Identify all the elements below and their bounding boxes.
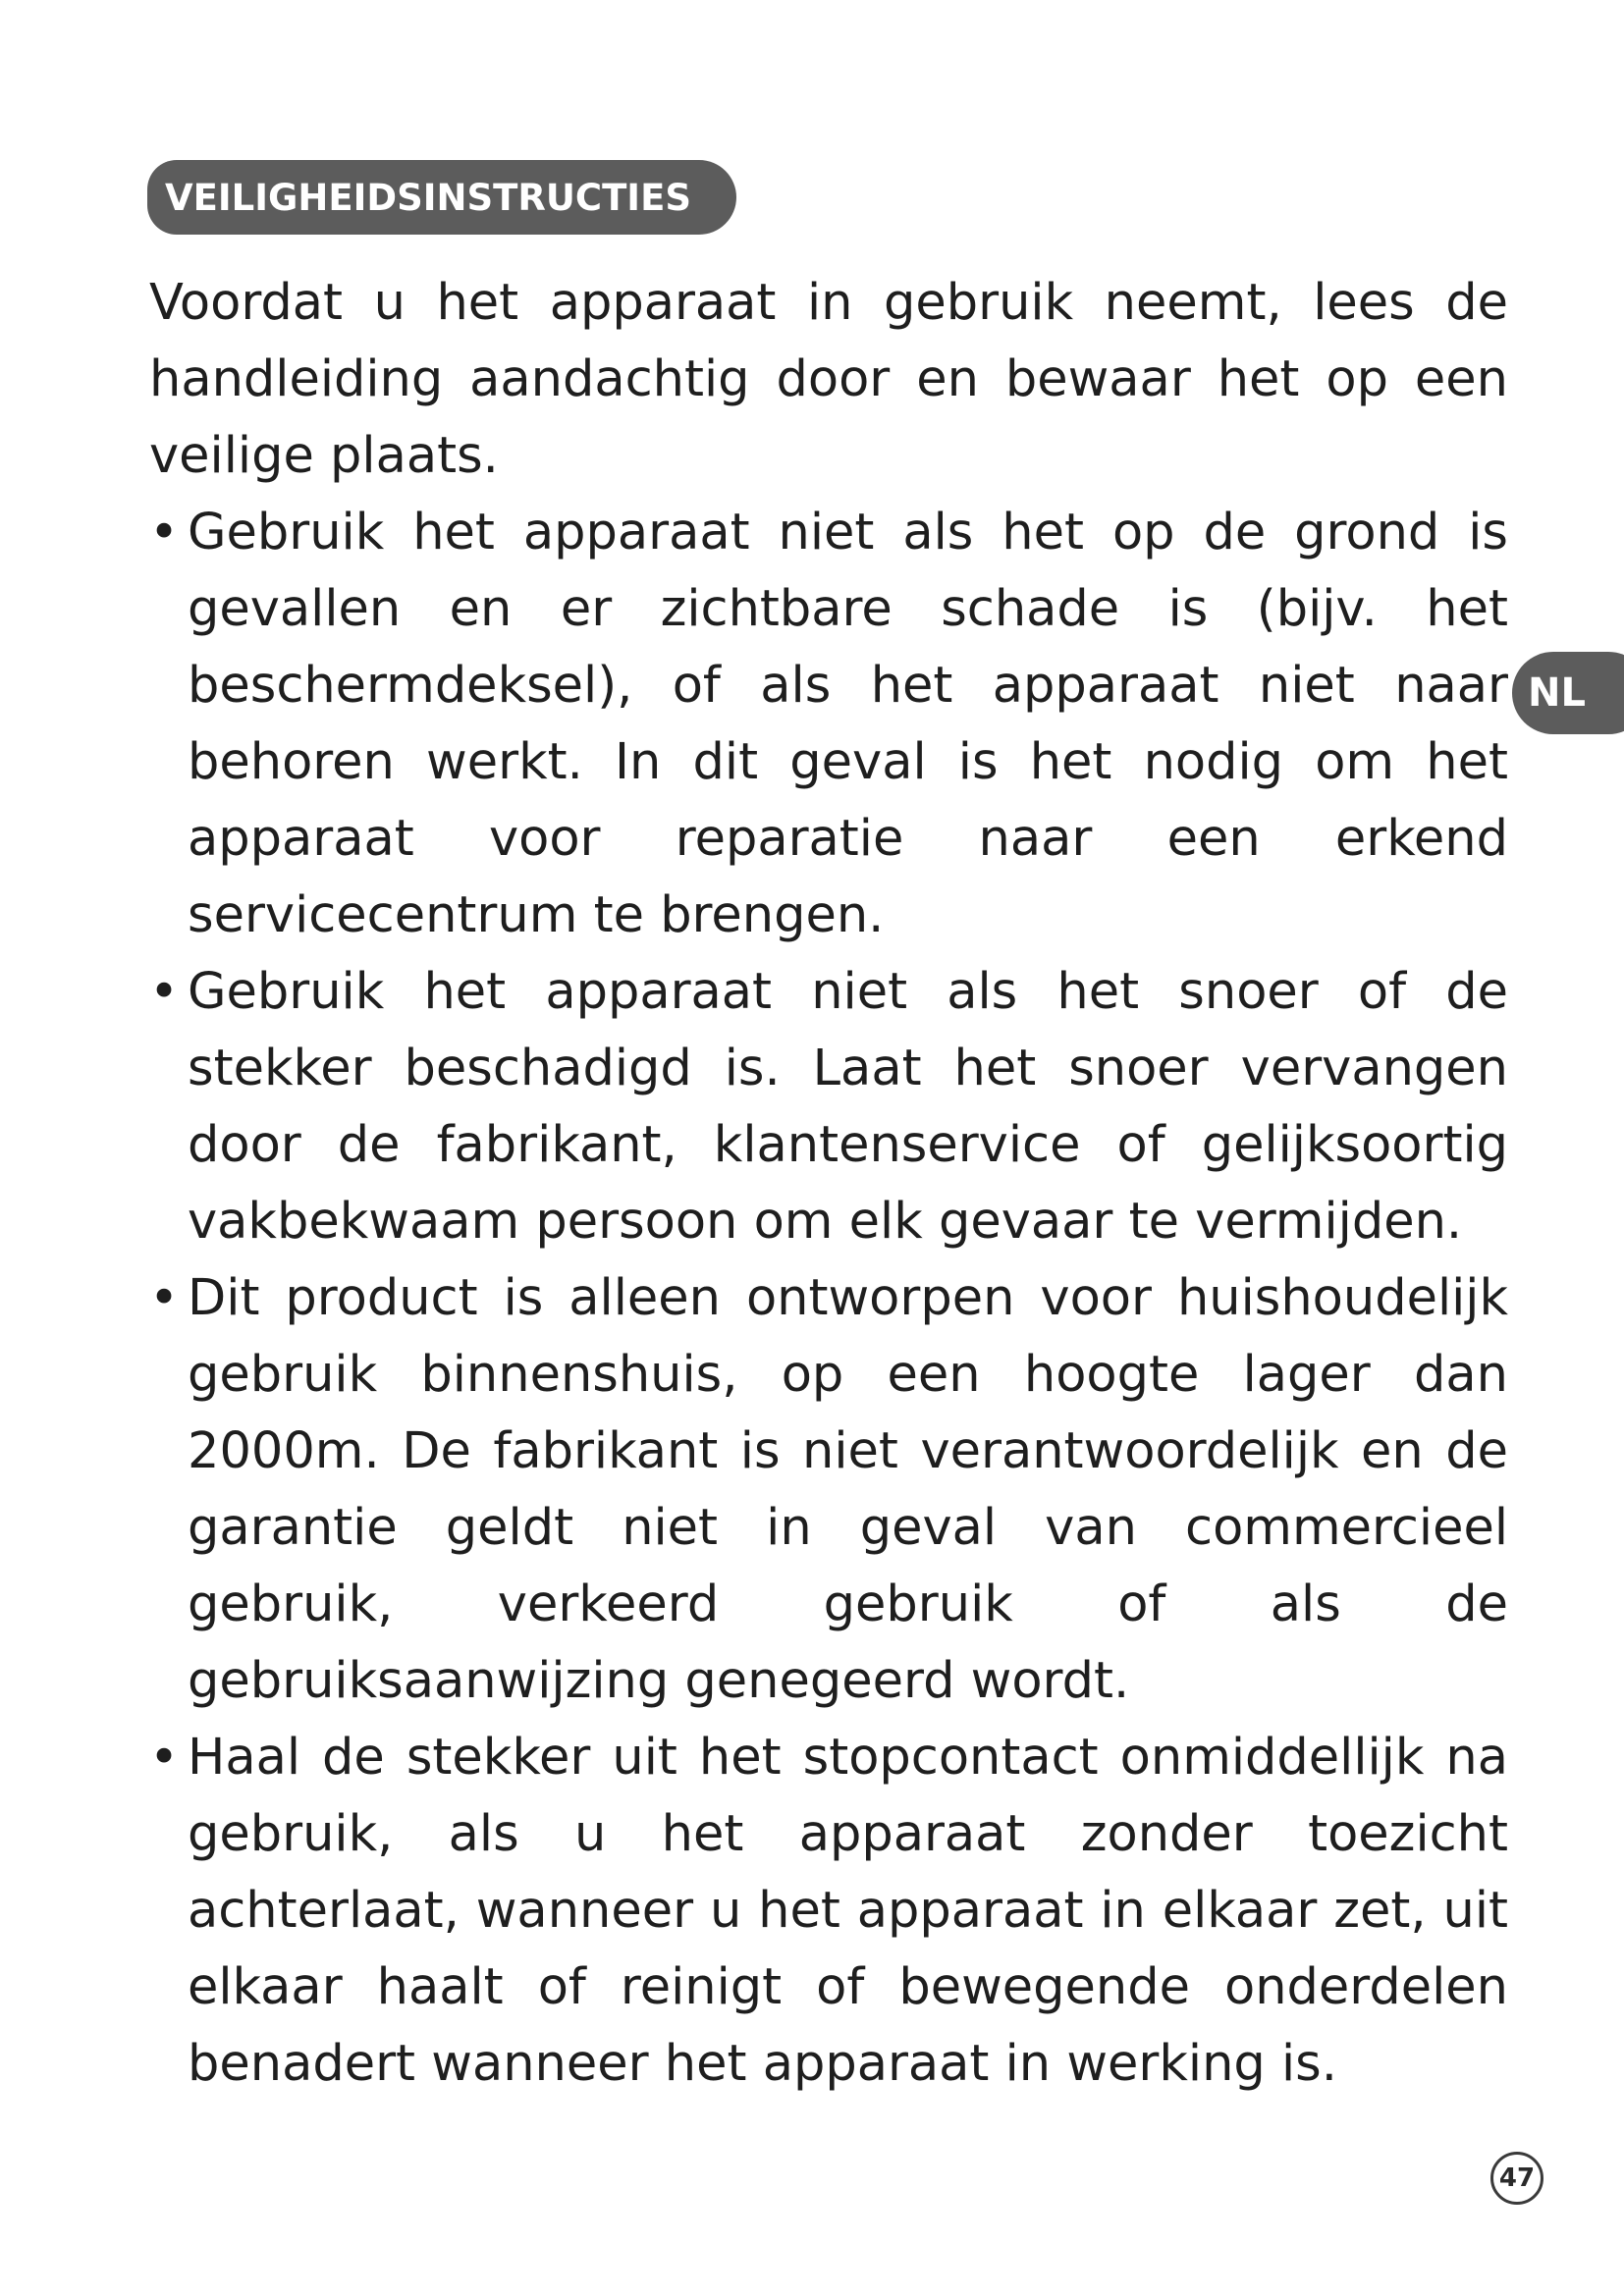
list-item — [149, 495, 1508, 954]
bullet-icon: • — [149, 504, 180, 561]
bullet-icon: • — [149, 1729, 180, 1787]
bullet-icon: • — [149, 1269, 180, 1327]
list-item — [149, 1720, 1508, 2103]
language-tab-label: NL — [1528, 670, 1586, 716]
page-number: 47 — [1498, 2163, 1536, 2193]
safety-instructions-list — [149, 495, 1508, 2103]
section-title-badge — [147, 160, 736, 235]
list-item-text: Dit product is alleen ontworpen voor huishoudelijk gebruik binnenshuis, op een hoogte lager dan 2000m. De fabrikant is niet verantwoordelijk en de garantie geldt niet in geval van commercieel gebruik, verkeerd gebruik of als de gebruiksaanwijzing genegeerd wordt. — [188, 1269, 1508, 1710]
page-number-badge — [1490, 2152, 1543, 2205]
list-item — [149, 1260, 1508, 1720]
page-content — [149, 265, 1508, 2103]
list-item-text: Gebruik het apparaat niet als het op de grond is gevallen en er zichtbare schade is (bijv. het beschermdeksel), of als het apparaat niet naar behoren werkt. In dit geval is het nodig om het apparaat voor reparatie naar een erkend servicecentrum te brengen. — [188, 504, 1508, 944]
list-item-text: Haal de stekker uit het stopcontact onmiddellijk na gebruik, als u het apparaat zonder toezicht achterlaat, wanneer u het apparaat in elkaar zet, uit elkaar haalt of reinigt of bewegende onderdelen benadert wanneer het apparaat in werking is. — [188, 1729, 1508, 2093]
intro-paragraph: Voordat u het apparaat in gebruik neemt, lees de handleiding aandachtig door en bewaar het op een veilige plaats. — [149, 274, 1508, 485]
list-item-text: Gebruik het apparaat niet als het snoer of de stekker beschadigd is. Laat het snoer vervangen door de fabrikant, klantenservice of gelijksoortig vakbekwaam persoon om elk gevaar te vermijden. — [188, 963, 1508, 1251]
section-title: VEILIGHEIDSINSTRUCTIES — [165, 176, 691, 219]
bullet-icon: • — [149, 963, 180, 1021]
language-tab — [1512, 652, 1624, 734]
list-item — [149, 954, 1508, 1260]
